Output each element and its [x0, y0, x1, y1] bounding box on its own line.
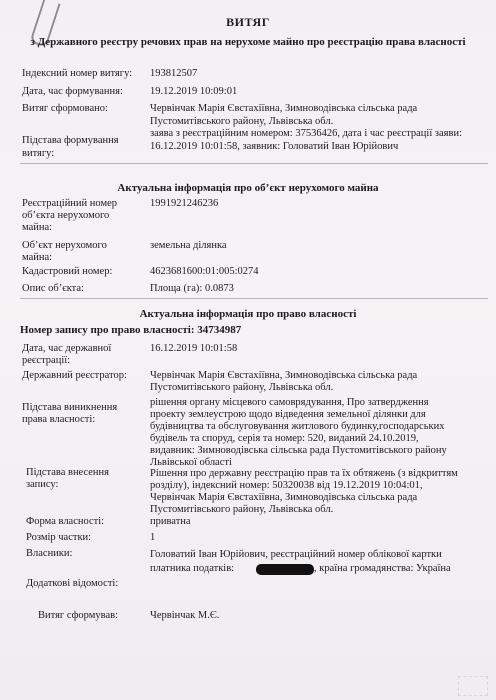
- object-regnum-value: 1991921246236: [150, 198, 219, 209]
- owners-label: Власники:: [26, 548, 73, 559]
- share-label: Розмір частки:: [26, 532, 92, 543]
- entry-value-1: Рішення про державну реєстрацію прав та їх обтяжень (з відкриттям: [150, 468, 458, 479]
- extract-basis-label-1: Підстава формування: [22, 135, 119, 146]
- entry-value-3: Червінчак Марія Євстахіївна, Зимноводівська сільська рада: [150, 492, 418, 503]
- origin-label-1: Підстава виникнення: [22, 402, 118, 413]
- divider: [20, 298, 488, 299]
- origin-value-1: рішення органу місцевого самоврядування, Про затвердження: [150, 397, 429, 408]
- object-type-label-2: майна:: [22, 252, 53, 263]
- origin-value-6: Львівської області: [150, 457, 232, 468]
- formed-by-value: Червінчак М.Є.: [150, 610, 220, 621]
- extract-formed-value-2: Пустомитівського району, Львівська обл.: [150, 116, 334, 127]
- form-value: приватна: [150, 516, 191, 527]
- object-regnum-label-1: Реєстраційний номер: [22, 198, 118, 209]
- object-cadastral-label: Кадастровий номер:: [22, 266, 113, 277]
- entry-label-2: запису:: [26, 479, 59, 490]
- extract-index-label: Індексний номер витягу:: [22, 68, 133, 79]
- origin-value-5: видавник: Зимноводівська сільська рада Пустомитівського району: [150, 445, 447, 456]
- origin-value-2: проекту землеустрою щодо відведення земельної ділянки для: [150, 409, 426, 420]
- share-value: 1: [150, 532, 156, 543]
- extract-date-value: 19.12.2019 10:09:01: [150, 86, 238, 97]
- qr-stamp-icon: [458, 676, 488, 696]
- entry-value-2: розділу), індексний номер: 50320038 від 19.12.2019 10:04:01,: [150, 480, 423, 491]
- regdate-label-1: Дата, час державної: [22, 343, 112, 354]
- object-section-title: Актуальна інформація про об’єкт нерухомого майна: [117, 182, 379, 194]
- document-subtitle: з Державного реєстру речових прав на нерухоме майно про реєстрацію права власності: [30, 36, 466, 48]
- formed-by-label: Витяг сформував:: [38, 610, 119, 621]
- extract-basis-label-2: витягу:: [22, 148, 55, 159]
- registrar-value-1: Червінчак Марія Євстахіївна, Зимноводівська сільська рада: [150, 370, 418, 381]
- object-desc-label: Опис об’єкта:: [22, 283, 84, 294]
- extract-formed-value-1: Червінчак Марія Євстахіївна, Зимноводівська сільська рада: [150, 103, 418, 114]
- owners-value-2b: , країна громадянства: Україна: [314, 563, 451, 574]
- origin-value-4: будівель та споруд, серія та номер: 520, виданий 24.10.2019,: [150, 433, 419, 444]
- regdate-label-2: реєстрації:: [22, 355, 71, 366]
- owners-value-1: Головатий Іван Юрійович, реєстраційний номер облікової картки: [150, 549, 442, 560]
- extract-formed-label: Витяг сформовано:: [22, 103, 108, 114]
- extra-info-label: Додаткові відомості:: [26, 578, 119, 589]
- extract-date-label: Дата, час формування:: [22, 86, 123, 97]
- form-label: Форма власності:: [26, 516, 105, 527]
- entry-value-4: Пустомитівського району, Львівська обл.: [150, 504, 334, 515]
- origin-value-3: будівництва та обслуговування житлового будинку,господарських: [150, 421, 445, 432]
- owners-value-2a: платника податків:: [150, 563, 235, 574]
- extract-index-value: 193812507: [150, 68, 198, 79]
- object-regnum-label-2: об’єкта нерухомого: [22, 210, 110, 221]
- registrar-value-2: Пустомитівського району, Львівська обл.: [150, 382, 334, 393]
- object-type-label-1: Об’єкт нерухомого: [22, 240, 107, 251]
- registrar-label: Державний реєстратор:: [22, 370, 127, 381]
- object-type-value: земельна ділянка: [150, 240, 227, 251]
- redacted-tax-number: [256, 564, 314, 575]
- divider: [20, 163, 488, 164]
- object-desc-value: Площа (га): 0.0873: [150, 283, 234, 294]
- extract-basis-value-1: заява з реєстраційним номером: 37536426, дата і час реєстрації заяви:: [150, 128, 463, 139]
- ownership-record-number: Номер запису про право власності: 34734987: [20, 324, 242, 336]
- entry-label-1: Підстава внесення: [26, 467, 110, 478]
- object-cadastral-value: 4623681600:01:005:0274: [150, 266, 259, 277]
- extract-basis-value-2: 16.12.2019 10:01:58, заявник: Головатий Іван Юрійович: [150, 141, 399, 152]
- ownership-section-title: Актуальна інформація про право власності: [139, 308, 357, 320]
- origin-label-2: права власності:: [22, 414, 96, 425]
- document-title: ВИТЯГ: [226, 15, 270, 29]
- regdate-value: 16.12.2019 10:01:58: [150, 343, 238, 354]
- object-regnum-label-3: майна:: [22, 222, 53, 233]
